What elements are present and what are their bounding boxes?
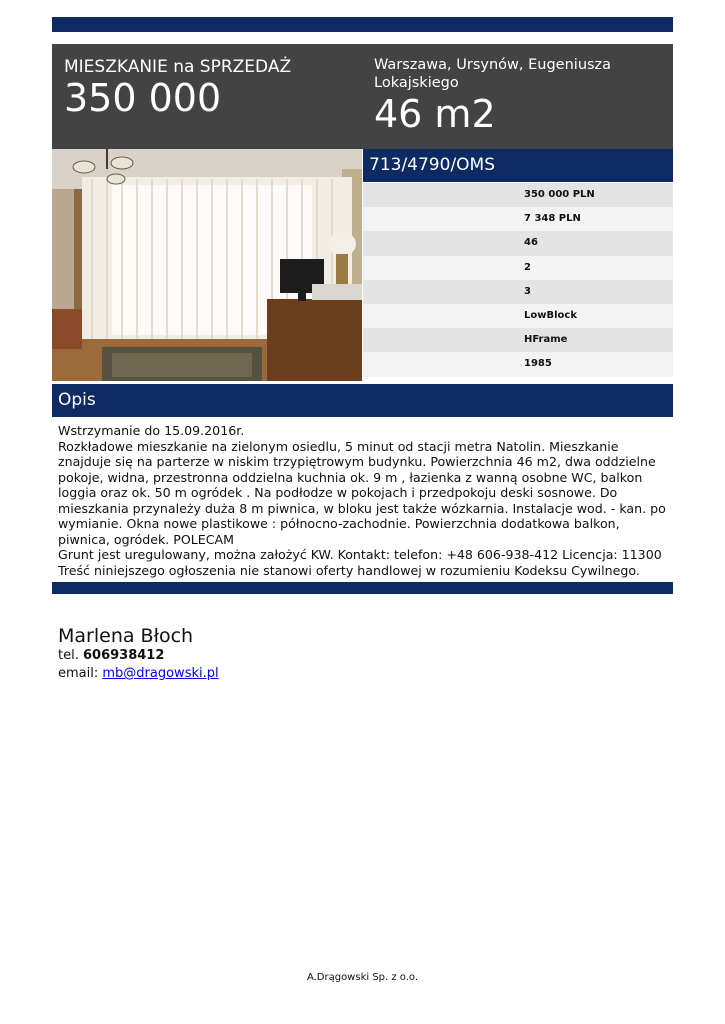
agent-contact (58, 625, 219, 683)
description-line: Treść niniejszego ogłoszenia nie stanowi oferty handlowej w rozumieniu Kodeksu Cywilnego. (58, 562, 640, 578)
description-heading: Opis (58, 390, 96, 410)
listing-reference-bar (363, 149, 673, 182)
listing-header (52, 44, 673, 149)
bottom-accent-bar (52, 582, 673, 594)
listing-type: MIESZKANIE na SPRZEDAŻ (64, 57, 292, 77)
detail-price-per-m2: 7 348 PLN (524, 213, 581, 225)
listing-location: Warszawa, Ursynów, Eugeniusza Lokajskiego (374, 57, 612, 91)
detail-rooms: 2 (524, 261, 531, 273)
listing-area: 46 m2 (374, 92, 496, 136)
detail-construction: HFrame (524, 334, 568, 346)
top-accent-bar (52, 17, 673, 32)
description-line: Grunt jest uregulowany, można założyć KW. Kontakt: telefon: +48 606-938-412 Licencja: 11300 (58, 547, 662, 562)
detail-row (363, 231, 673, 255)
detail-row (363, 352, 673, 376)
listing-reference: 713/4790/OMS (369, 155, 496, 175)
detail-floors: 3 (524, 285, 531, 297)
detail-row (363, 328, 673, 352)
description-text (58, 423, 668, 578)
detail-year-built: 1985 (524, 358, 552, 370)
apartment-photo (52, 149, 362, 381)
agent-phone: 606938412 (82, 648, 165, 663)
detail-building-type: LowBlock (524, 309, 577, 321)
company-footer: A.Drągowski Sp. z o.o. (306, 972, 419, 983)
details-table (363, 183, 673, 377)
listing-price: 350 000 (64, 76, 222, 120)
phone-label: tel. (58, 648, 79, 663)
detail-row (363, 207, 673, 231)
detail-row (363, 304, 673, 328)
detail-row (363, 280, 673, 304)
email-label: email: (58, 666, 99, 681)
agent-email-line (58, 665, 219, 683)
detail-row (363, 183, 673, 207)
description-line: Wstrzymanie do 15.09.2016r. (58, 423, 245, 438)
agent-name: Marlena Błoch (58, 625, 194, 647)
description-line: Rozkładowe mieszkanie na zielonym osiedlu, 5 minut od stacji metra Natolin. Mieszkanie znajduje się na parterze w niskim trzypiętrowym budynku. Powierzchnia 46 m2, dwa oddzielne pokoje, widna, przestronna oddzielna kuchnia ok. 9 m , łazienka z wanną osobne WC, balkon loggia oraz ok. 50 m ogródek . Na podłodze w pokojach i przedpokoju deski sosnowe. Do mieszkania przynależy duża 8 m piwnica, w bloku jest także wózkarnia. Instalacje wod. - kan. po wymianie. Okna nowe plastikowe : północno-zachodnie. Powierzchnia dodatkowa balkon, piwnica, ogródek. POLECAM (58, 438, 670, 547)
detail-row (363, 256, 673, 280)
detail-price: 350 000 PLN (524, 189, 595, 200)
description-heading-bar (52, 384, 673, 417)
agent-email-link[interactable]: mb@dragowski.pl (102, 666, 219, 681)
agent-phone-line (58, 647, 219, 665)
detail-area: 46 (524, 237, 538, 249)
